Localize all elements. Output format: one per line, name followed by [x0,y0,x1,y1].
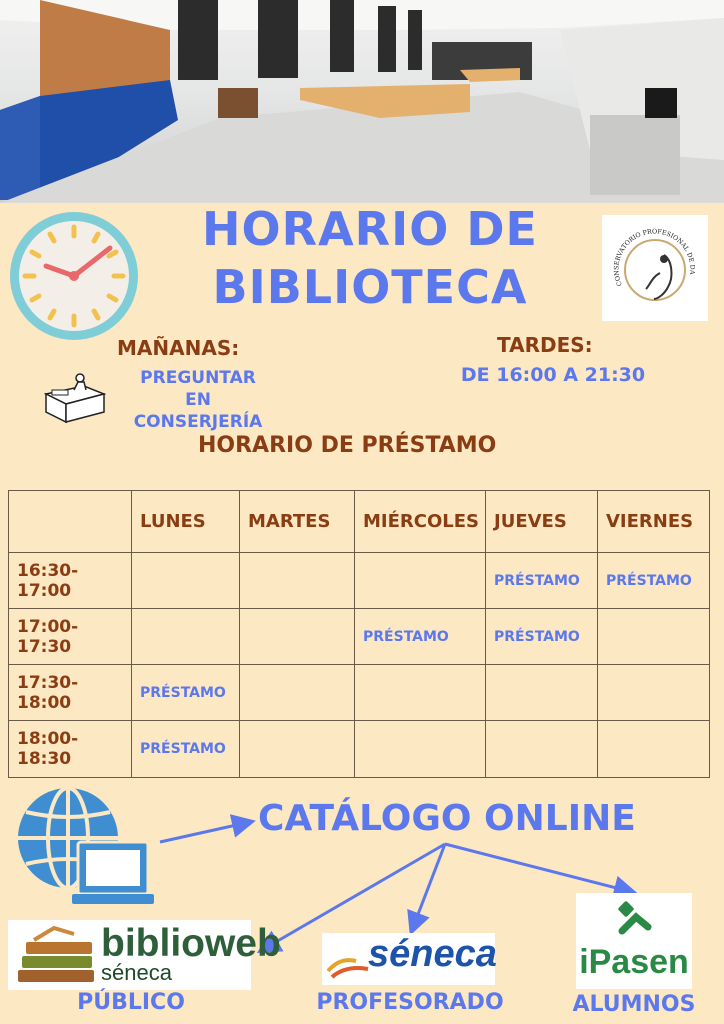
mornings-label: MAÑANAS: [117,336,240,360]
day-header: MIÉRCOLES [355,491,486,553]
schedule-cell: PRÉSTAMO [486,609,598,665]
reception-desk-icon [44,372,106,424]
public-label: PÚBLICO [77,990,185,1015]
title-line-2: BIBLIOTECA [212,260,528,314]
schedule-cell [486,665,598,721]
table-row [9,553,710,609]
arrow-to-seneca [412,844,445,930]
schedule-cell: PRÉSTAMO [486,553,598,609]
ipasen-name: iPasen [579,943,689,981]
mornings-info [118,367,278,433]
time-slot: 17:00-17:30 [9,609,132,665]
schedule-cell [240,665,355,721]
schedule-cell [598,609,710,665]
logo-lettering: CONSERVATORIO PROFESIONAL DE DA [613,228,696,287]
arrow-to-catalog [160,822,250,842]
schedule-cell [486,721,598,778]
mornings-line-2: EN CONSERJERÍA [133,390,263,432]
afternoons-hours: DE 16:00 A 21:30 [460,364,646,386]
online-catalog-title: CATÁLOGO ONLINE [258,798,636,839]
schedule-cell: PRÉSTAMO [132,665,240,721]
table-row [9,721,710,778]
loan-schedule-title: HORARIO DE PRÉSTAMO [198,433,497,458]
clock-icon [6,208,142,344]
schedule-cell [355,665,486,721]
schedule-cell [240,721,355,778]
schedule-cell [132,609,240,665]
page-title [170,200,570,316]
afternoons-label: TARDES: [497,333,593,357]
loan-schedule-table [8,490,710,778]
corner-cell [9,491,132,553]
day-header: MARTES [240,491,355,553]
title-line-1: HORARIO DE [202,202,538,256]
schedule-cell: PRÉSTAMO [355,609,486,665]
biblioweb-name: biblioweb [101,922,281,965]
biblioweb-sub: séneca [101,960,172,985]
teachers-label: PROFESORADO [316,990,504,1015]
books-icon [14,926,98,986]
schedule-cell [598,665,710,721]
schedule-cell [355,553,486,609]
arrow-to-ipasen [445,844,632,892]
ipasen-mark-icon [616,901,652,941]
day-header: VIERNES [598,491,710,553]
students-label: ALUMNOS [572,992,696,1017]
library-photo [0,0,724,203]
svg-text:CONSERVATORIO PROFESIONAL DE D [602,215,696,287]
time-slot: 17:30-18:00 [9,665,132,721]
schedule-cell [355,721,486,778]
ipasen-logo [576,893,692,989]
schedule-cell: PRÉSTAMO [598,553,710,609]
seneca-name: séneca [368,933,497,975]
day-header: LUNES [132,491,240,553]
schedule-cell [132,553,240,609]
biblioweb-logo [8,920,281,990]
seneca-waves-icon [326,951,370,981]
conservatory-logo [602,215,708,321]
seneca-logo [322,933,495,985]
time-slot: 16:30-17:00 [9,553,132,609]
table-row [9,665,710,721]
day-header: JUEVES [486,491,598,553]
mornings-line-1: PREGUNTAR [140,368,256,388]
table-row [9,609,710,665]
table-header-row [9,491,710,553]
schedule-cell [598,721,710,778]
schedule-cell: PRÉSTAMO [132,721,240,778]
schedule-cell [240,553,355,609]
schedule-cell [240,609,355,665]
time-slot: 18:00-18:30 [9,721,132,778]
